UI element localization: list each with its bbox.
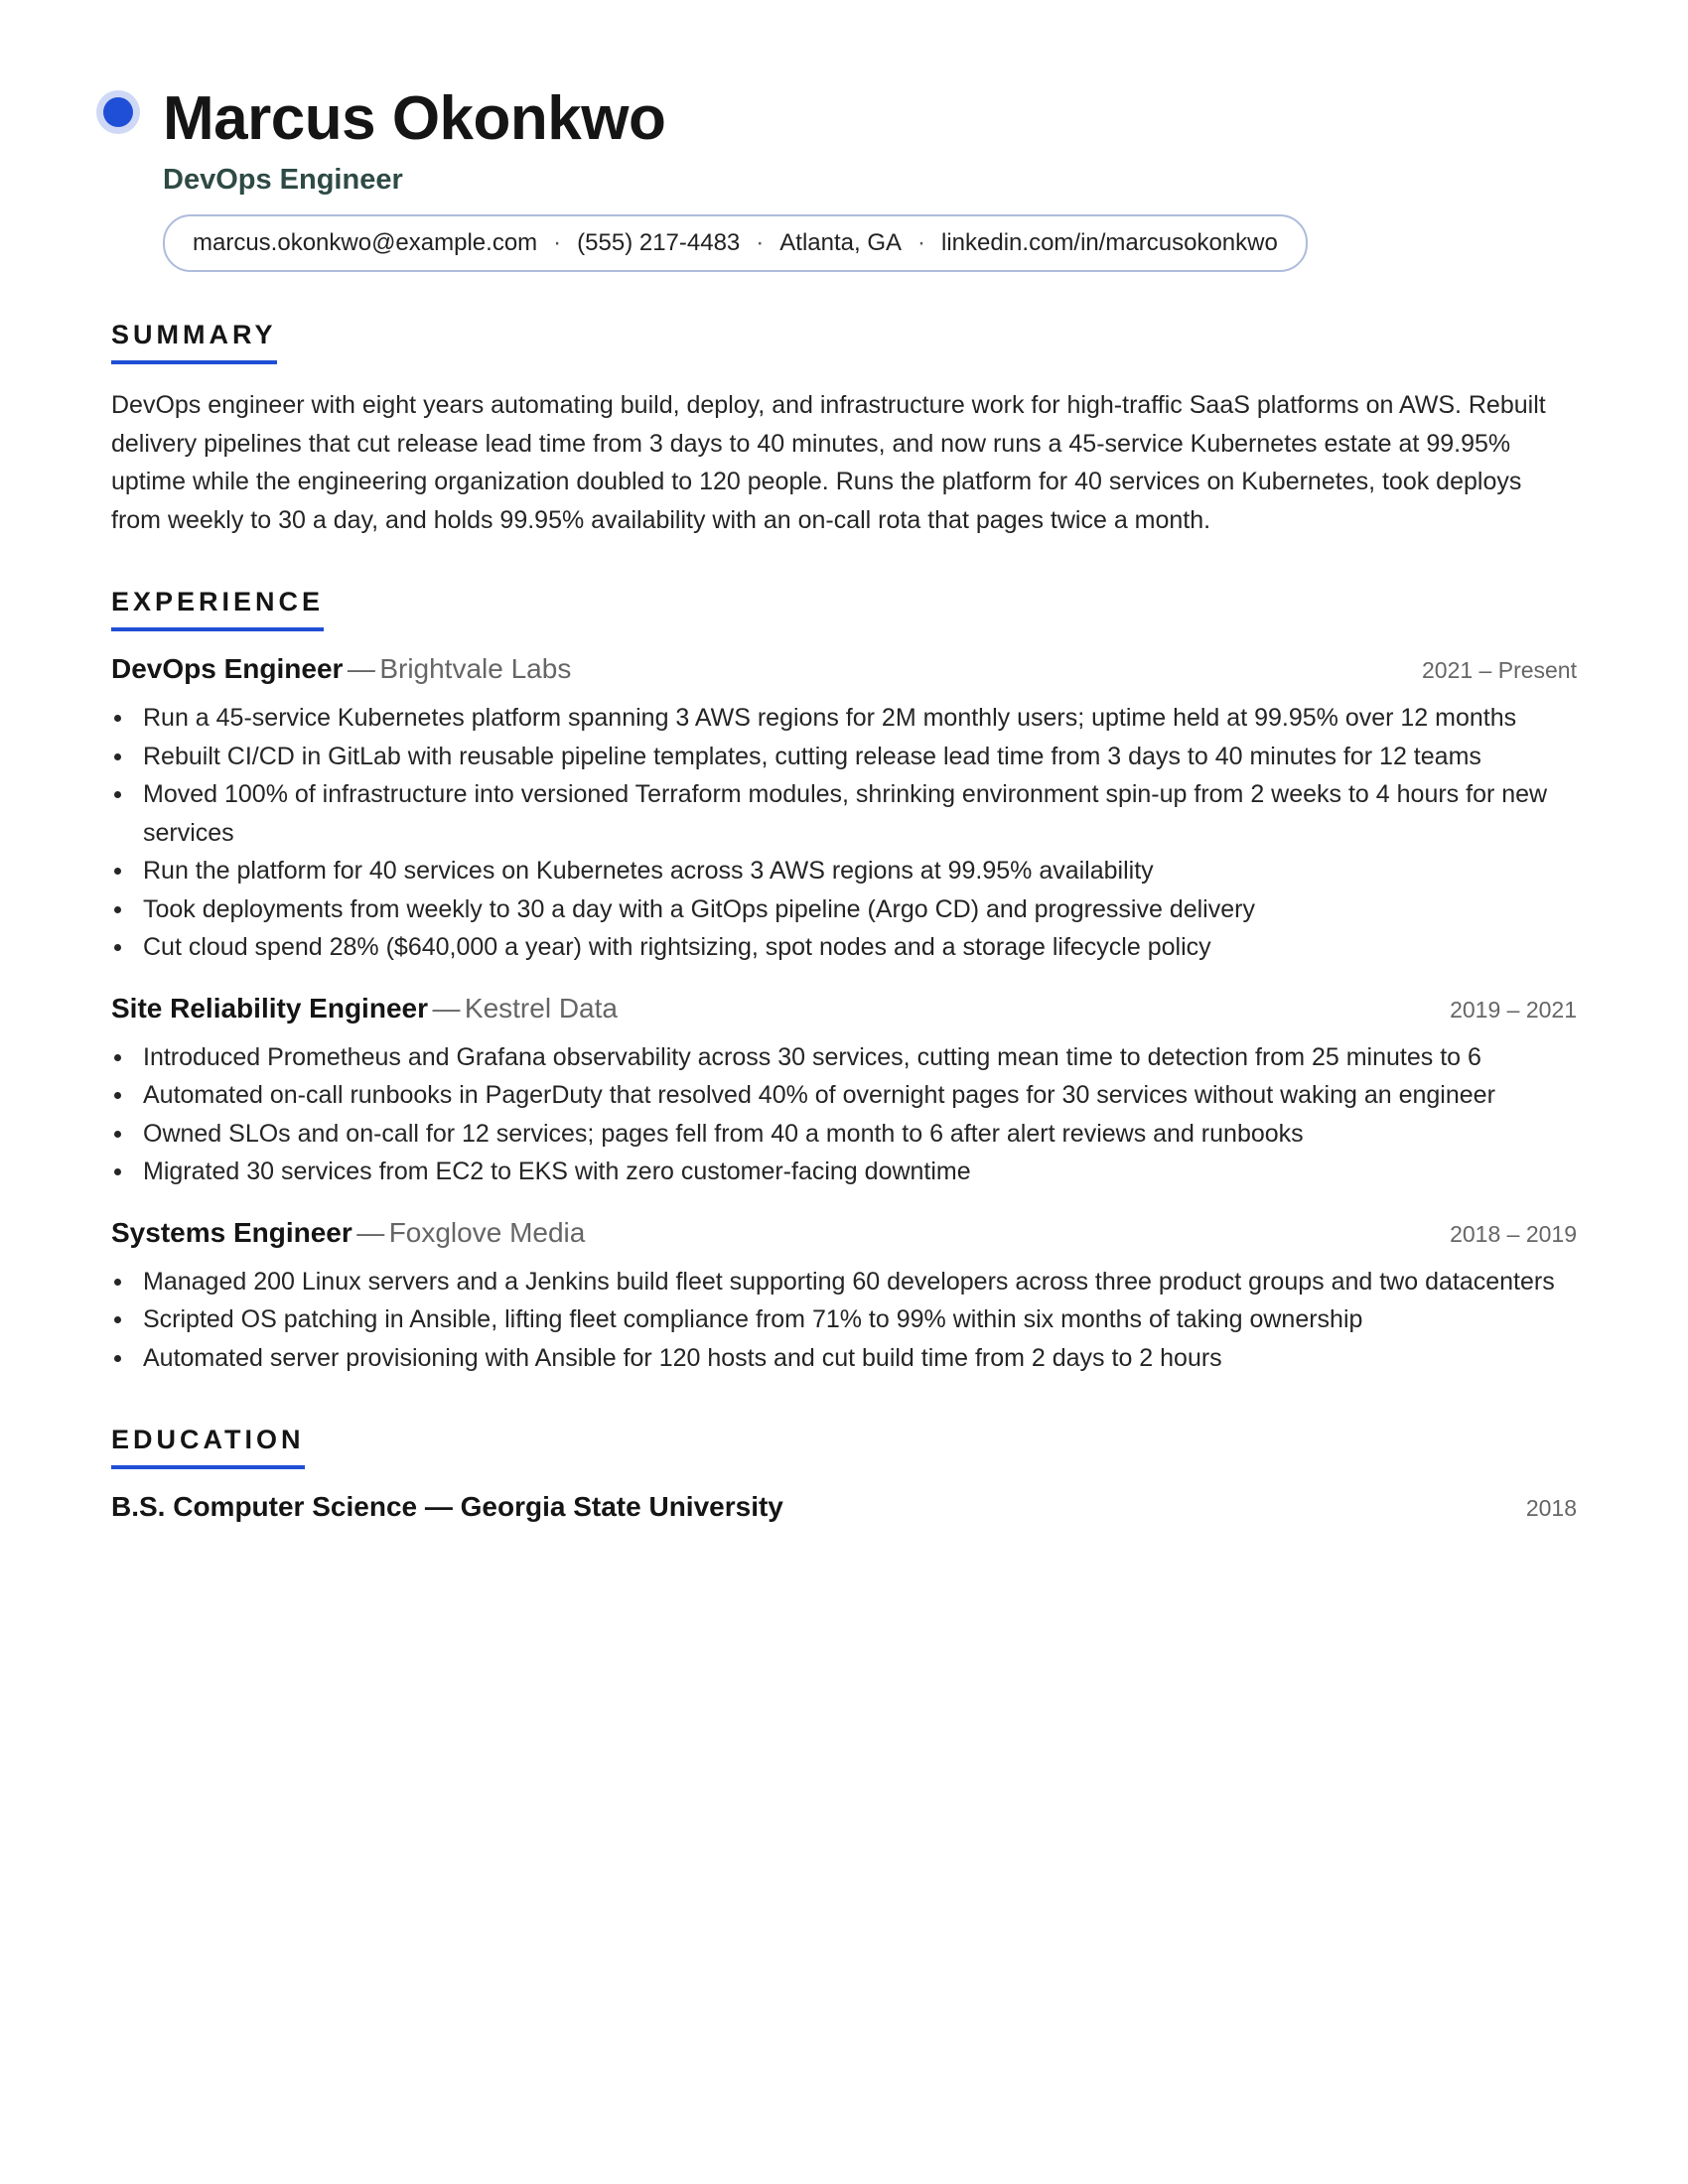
job-company: Kestrel Data: [464, 992, 618, 1024]
contact-phone[interactable]: (555) 217-4483: [577, 229, 741, 256]
job-entry: [111, 653, 1577, 967]
job-dates: 2018 – 2019: [1450, 1220, 1577, 1247]
job-dash: —: [347, 653, 375, 684]
section-title-education: EDUCATION: [111, 1425, 305, 1469]
job-bullet: Run a 45-service Kubernetes platform spanning 3 AWS regions for 2M monthly users; uptime held at 99.95% over 12 months: [143, 699, 1577, 738]
job-bullet-list: [111, 699, 1577, 967]
job-bullet: Scripted OS patching in Ansible, lifting fleet compliance from 71% to 99% within six months of taking ownership: [143, 1300, 1577, 1339]
education-degree: B.S. Computer Science — Georgia State University: [111, 1491, 783, 1522]
job-header: [111, 993, 1577, 1024]
education-section: [111, 1425, 1577, 1523]
job-bullet: Owned SLOs and on-call for 12 services; pages fell from 40 a month to 6 after alert reviews and runbooks: [143, 1115, 1577, 1154]
education-year: 2018: [1525, 1495, 1577, 1521]
section-title-summary: SUMMARY: [111, 320, 277, 364]
job-company: Foxglove Media: [388, 1216, 586, 1248]
job-bullet-list: [111, 1263, 1577, 1378]
job-dash: —: [356, 1216, 385, 1248]
job-header: [111, 1217, 1577, 1249]
job-list: [111, 653, 1577, 1377]
contact-separator: ·: [553, 229, 562, 256]
job-title: Systems Engineer: [111, 1216, 352, 1248]
job-title: Site Reliability Engineer: [111, 992, 428, 1024]
job-bullet: Automated server provisioning with Ansible for 120 hosts and cut build time from 2 days to 2 hours: [143, 1339, 1577, 1378]
job-bullet: Took deployments from weekly to 30 a day with a GitOps pipeline (Argo CD) and progressive delivery: [143, 890, 1577, 929]
education-entry: [111, 1491, 1577, 1523]
accent-dot-icon: [103, 97, 133, 127]
job-bullet: Managed 200 Linux servers and a Jenkins build fleet supporting 60 developers across three product groups and two datacenters: [143, 1263, 1577, 1301]
job-bullet: Migrated 30 services from EC2 to EKS with zero customer-facing downtime: [143, 1153, 1577, 1191]
candidate-role: DevOps Engineer: [163, 164, 403, 196]
job-header: [111, 653, 1577, 685]
job-bullet: Moved 100% of infrastructure into versioned Terraform modules, shrinking environment spin-up from 2 weeks to 4 hours for new services: [143, 775, 1577, 852]
job-bullet: Rebuilt CI/CD in GitLab with reusable pipeline templates, cutting release lead time from 3 days to 40 minutes for 12 teams: [143, 738, 1577, 776]
resume-header: [111, 79, 1577, 272]
job-bullet: Automated on-call runbooks in PagerDuty that resolved 40% of overnight pages for 30 services without waking an engineer: [143, 1076, 1577, 1115]
experience-section: [111, 587, 1577, 1377]
job-entry: [111, 993, 1577, 1191]
contact-separator: ·: [756, 229, 765, 256]
contact-linkedin[interactable]: linkedin.com/in/marcusokonkwo: [941, 229, 1278, 256]
job-dates: 2021 – Present: [1421, 657, 1577, 683]
summary-section: [111, 320, 1577, 539]
contact-location: Atlanta, GA: [779, 229, 903, 256]
job-bullet: Cut cloud spend 28% ($640,000 a year) with rightsizing, spot nodes and a storage lifecycle policy: [143, 928, 1577, 967]
job-bullet-list: [111, 1038, 1577, 1191]
job-dates: 2019 – 2021: [1450, 996, 1577, 1023]
job-company: Brightvale Labs: [379, 653, 572, 684]
section-title-experience: EXPERIENCE: [111, 587, 324, 631]
job-dash: —: [432, 992, 461, 1024]
contact-bar: [163, 214, 1308, 272]
job-bullet: Introduced Prometheus and Grafana observability across 30 services, cutting mean time to detection from 25 minutes to 6: [143, 1038, 1577, 1077]
resume-page: [111, 79, 1577, 1523]
contact-email[interactable]: marcus.okonkwo@example.com: [193, 229, 538, 256]
job-title: DevOps Engineer: [111, 653, 344, 684]
candidate-name: Marcus Okonkwo: [163, 84, 666, 153]
job-heading: [111, 993, 618, 1024]
job-bullet: Run the platform for 40 services on Kubernetes across 3 AWS regions at 99.95% availability: [143, 852, 1577, 890]
job-entry: [111, 1217, 1577, 1378]
summary-text: DevOps engineer with eight years automating build, deploy, and infrastructure work for high-traffic SaaS platforms on AWS. Rebuilt delivery pipelines that cut release lead time from 3 days to 40 minutes, and now runs a 45-service Kubernetes estate at 99.95% uptime while the engineering organization doubled to 120 people. Runs the platform for 40 services on Kubernetes, took deploys from weekly to 30 a day, and holds 99.95% availability with an on-call rota that pages twice a month.: [111, 391, 1546, 534]
contact-separator: ·: [917, 229, 926, 256]
job-heading: [111, 653, 571, 685]
job-heading: [111, 1217, 585, 1249]
